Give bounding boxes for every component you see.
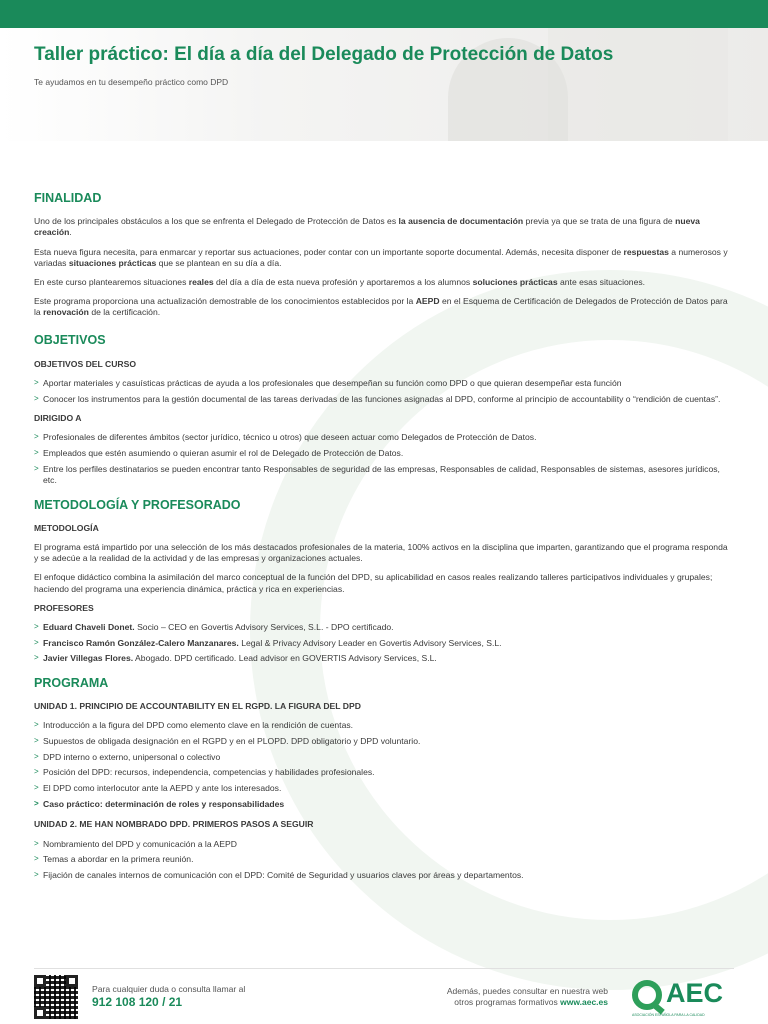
emphasis-text: respuestas	[623, 246, 669, 257]
qr-marker	[34, 975, 46, 987]
phone-number[interactable]: 912 108 120 / 21	[92, 995, 183, 1009]
case-study-item: > Caso práctico: determinación de roles y responsabilidades	[34, 799, 734, 810]
more-programs-line	[447, 997, 608, 1008]
list-item: > Profesionales de diferentes ámbitos (sector jurídico, técnico u otros) que deseen actuar como Delegados de Protección de Datos.	[34, 432, 734, 443]
unit-heading: UNIDAD 2. ME HAN NOMBRADO DPD. PRIMEROS PASOS A SEGUIR	[34, 819, 314, 830]
finalidad-paragraph	[34, 247, 734, 269]
list-item: > Supuestos de obligada designación en el RGPD y en el PLOPD. DPD obligatorio y DPD voluntario.	[34, 736, 734, 747]
professor-name: Javier Villegas Flores.	[43, 653, 134, 664]
list-item: > Fijación de canales internos de comunicación con el DPD: Comité de Seguridad y usuarios claves por áreas y departamentos.	[34, 870, 734, 881]
subheading-profesores: PROFESORES	[34, 602, 94, 613]
top-banner-bar	[0, 0, 768, 28]
body-text: a numerosos y variadas	[34, 246, 728, 268]
finalidad-paragraph	[34, 277, 734, 288]
emphasis-text: soluciones prácticas	[472, 276, 558, 287]
emphasis-text: AEPD	[415, 296, 440, 307]
body-text: en el Esquema de Certificación de Delegados de Protección de Datos para la	[34, 296, 728, 318]
emphasis-text: reales	[188, 276, 214, 287]
metodologia-paragraph: El programa está impartido por una selección de los más destacados profesionales de la materia, 100% activos en la disciplina que imparten, garantizando que el programa responda y se adecúe a la realidad de la actividad y de las empresas y organizaciones actuales.	[34, 542, 728, 564]
body-text: Este programa proporciona una actualización demostrable de los conocimientos establecidos por la	[34, 296, 416, 307]
body-text: ante esas situaciones.	[557, 276, 646, 287]
list-item: > Posición del DPD: recursos, independencia, competencias y habilidades profesionales.	[34, 767, 734, 778]
unit-heading: UNIDAD 1. PRINCIPIO DE ACCOUNTABILITY EN EL RGPD. LA FIGURA DEL DPD	[34, 701, 361, 712]
section-heading-programa: PROGRAMA	[34, 675, 109, 690]
logo-subtitle: ASOCIACIÓN ESPAÑOLA PARA LA CALIDAD	[632, 1013, 705, 1017]
more-programs-prefix: otros programas formativos	[454, 997, 561, 1008]
professor-item	[34, 638, 734, 649]
body-text: Uno de los principales obstáculos a los que se enfrenta el Delegado de Protección de Datos es	[34, 216, 399, 227]
document-body	[34, 190, 734, 886]
aec-logo	[632, 978, 742, 1018]
professor-name: Eduard Chaveli Donet.	[43, 621, 135, 632]
list-item: > Aportar materiales y casuísticas prácticas de ayuda a los profesionales que desempeñan su función como DPD o que quieran desempeñar esta función	[34, 378, 734, 389]
body-text: previa ya que se trata de una figura de	[523, 216, 676, 227]
body-text: Esta nueva figura necesita, para enmarcar y reportar sus actuaciones, poder contar con un importante soporte documental. Además, necesita disponer de	[34, 246, 624, 257]
body-text: En este curso plantearemos situaciones	[34, 276, 189, 287]
emphasis-text: la ausencia de documentación	[398, 216, 524, 227]
professor-name: Francisco Ramón González-Calero Manzanares.	[43, 637, 239, 648]
emphasis-text: renovación	[43, 307, 89, 318]
logo-q-mark	[632, 980, 662, 1010]
metodologia-paragraph: El enfoque didáctico combina la asimilación del marco conceptual de la función del DPD, su aplicabilidad en casos reales realizando talleres participativos individuales y grupales; haciendo del programa una experiencia dinámica, práctica y rica en experiencias.	[34, 572, 713, 594]
list-item: > Introducción a la figura del DPD como elemento clave en la rendición de cuentas.	[34, 720, 734, 731]
list-item: > DPD interno o externo, unipersonal o colectivo	[34, 752, 734, 763]
footer-divider	[34, 968, 734, 969]
more-programs-text	[447, 986, 608, 1009]
body-text: de la certificación.	[88, 307, 161, 318]
page-title: Taller práctico: El día a día del Delegado de Protección de Datos	[34, 44, 614, 65]
section-heading-objetivos: OBJETIVOS	[34, 333, 106, 348]
subheading-dirigido-a: DIRIGIDO A	[34, 413, 82, 424]
subheading-metodologia: METODOLOGÍA	[34, 522, 99, 533]
professor-item	[34, 653, 734, 664]
list-item: > Empleados que estén asumiendo o quieran asumir el rol de Delegado de Protección de Datos.	[34, 448, 734, 459]
emphasis-text: nueva creación	[34, 216, 700, 238]
professor-desc: Legal & Privacy Advisory Leader en Govertis Advisory Services, S.L.	[238, 637, 502, 648]
subheading-objetivos-curso: OBJETIVOS DEL CURSO	[34, 358, 137, 369]
logo-text: AEC	[666, 978, 724, 1008]
professor-item	[34, 622, 734, 633]
list-item: > Conocer los instrumentos para la gestión documental de las tareas derivadas de las funciones asignadas al DPD, conforme al principio de accountability o “rendición de cuentas”.	[34, 394, 734, 405]
list-item: > Nombramiento del DPD y comunicación a la AEPD	[34, 839, 734, 850]
professor-desc: Socio – CEO en Govertis Advisory Services, S.L. - DPO certificado.	[134, 621, 394, 632]
professor-desc: Abogado. DPD certificado. Lead advisor en GOVERTIS Advisory Services, S.L.	[133, 653, 437, 664]
page-subtitle: Te ayudamos en tu desempeño práctico como DPD	[34, 77, 229, 87]
contact-label: Para cualquier duda o consulta llamar al	[92, 984, 246, 994]
body-text: .	[69, 227, 72, 238]
list-item: > Entre los perfiles destinatarios se pueden encontrar tanto Responsables de seguridad de las empresas, Responsables de calidad, Responsables de sistemas, asesores jurídicos, etc.	[34, 464, 734, 486]
list-item: > Temas a abordar en la primera reunión.	[34, 854, 734, 865]
qr-code-icon[interactable]	[34, 975, 78, 1019]
section-heading-metodologia: METODOLOGÍA Y PROFESORADO	[34, 497, 241, 512]
more-programs-line: Además, puedes consultar en nuestra web	[446, 986, 608, 996]
section-heading-finalidad: FINALIDAD	[34, 191, 102, 205]
finalidad-paragraph	[34, 296, 734, 318]
website-link[interactable]: www.aec.es	[560, 997, 608, 1008]
list-item: > El DPD como interlocutor ante la AEPD y ante los interesados.	[34, 783, 734, 794]
finalidad-paragraph	[34, 216, 734, 238]
emphasis-text: situaciones prácticas	[68, 257, 157, 268]
body-text: del día a día de esta nueva profesión y aportaremos a los alumnos	[213, 276, 473, 287]
qr-marker	[66, 975, 78, 987]
body-text: que se plantean en su día a día.	[156, 257, 282, 268]
qr-marker	[34, 1007, 46, 1019]
